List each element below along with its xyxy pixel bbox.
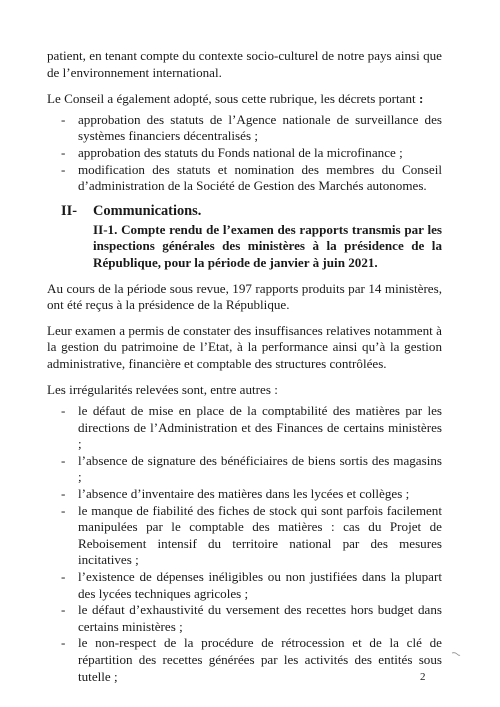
- dash-bullet: -: [61, 161, 66, 177]
- irregularity-text: le manque de fiabilité des fiches de stock qui sont parfois facilement manipulées par le comptable des matières : cas du Projet de Reboisement intensif du territoire national par des mesures incitatives ;: [78, 502, 442, 568]
- dash-bullet: -: [61, 502, 66, 518]
- subsection-heading: II-1. Compte rendu de l’examen des rapports transmis par les inspections générales des ministères à la présidence de la République, pour la période de janvier à juin 2021.: [93, 221, 442, 270]
- decree-text: approbation des statuts du Fonds national de la microfinance ;: [78, 144, 403, 160]
- handwritten-mark: [451, 651, 461, 657]
- dash-bullet: -: [61, 602, 66, 618]
- list-item: [47, 635, 442, 685]
- irregularities-list: [47, 403, 442, 685]
- decrees-list: [47, 112, 442, 195]
- document-page: [47, 48, 442, 685]
- irregularities-intro: Les irrégularités relevées sont, entre autres :: [47, 381, 278, 397]
- decree-text: approbation des statuts de l’Agence nationale de surveillance des systèmes financiers décentralisés ;: [78, 111, 442, 144]
- list-item: [47, 569, 442, 602]
- dash-bullet: -: [61, 486, 66, 502]
- dash-bullet: -: [61, 452, 66, 468]
- irregularity-text: le non-respect de la procédure de rétrocession et de la clé de répartition des recettes générées par les activités des entités sous tutelle ;: [78, 635, 442, 684]
- list-item: [47, 503, 442, 569]
- list-item: [47, 403, 442, 453]
- irregularity-text: le défaut d’exhaustivité du versement des recettes hors budget dans certains ministères ;: [78, 602, 442, 634]
- conseil-text: Le Conseil a également adopté, sous cette rubrique, les décrets portant: [47, 91, 416, 107]
- list-item: [47, 162, 442, 195]
- decree-text: modification des statuts et nomination des membres du Conseil d’administration de la Société de Gestion des Marchés autonomes.: [78, 161, 442, 194]
- exam-paragraph: Leur examen a permis de constater des insuffisances relatives notamment à la gestion du patrimoine de l’Etat, à la performance ainsi qu’à la gestion administrative, financière et comptable des structures contrôlées.: [47, 322, 442, 371]
- dash-bullet: -: [61, 111, 66, 127]
- reports-paragraph: Au cours de la période sous revue, 197 rapports produits par 14 ministères, ont été reçus à la présidence de la République.: [47, 280, 442, 313]
- conseil-colon: :: [415, 91, 424, 107]
- list-item: [47, 112, 442, 145]
- section-title: Communications.: [93, 202, 202, 219]
- irregularity-text: l’absence d’inventaire des matières dans les lycées et collèges ;: [78, 486, 410, 502]
- irregularity-text: l’absence de signature des bénéficiaires de biens sortis des magasins ;: [78, 452, 442, 485]
- dash-bullet: -: [61, 635, 66, 651]
- conseil-paragraph: [47, 91, 442, 108]
- section-number: II-: [61, 202, 77, 219]
- section-heading: [47, 202, 442, 220]
- page-number: 2: [420, 671, 426, 683]
- list-item: [47, 602, 442, 635]
- list-item: [47, 453, 442, 486]
- dash-bullet: -: [61, 403, 66, 419]
- irregularity-text: l’existence de dépenses inéligibles ou non justifiées dans la plupart des lycées techniques agricoles ;: [78, 569, 442, 601]
- dash-bullet: -: [61, 569, 66, 585]
- list-item: [47, 145, 442, 162]
- list-item: [47, 486, 442, 503]
- dash-bullet: -: [61, 144, 66, 160]
- irregularity-text: le défaut de mise en place de la comptabilité des matières par les directions de l’Administration et des Finances de certains ministères ;: [78, 403, 442, 452]
- intro-paragraph: patient, en tenant compte du contexte socio-culturel de notre pays ainsi que de l’environnement international.: [47, 48, 442, 80]
